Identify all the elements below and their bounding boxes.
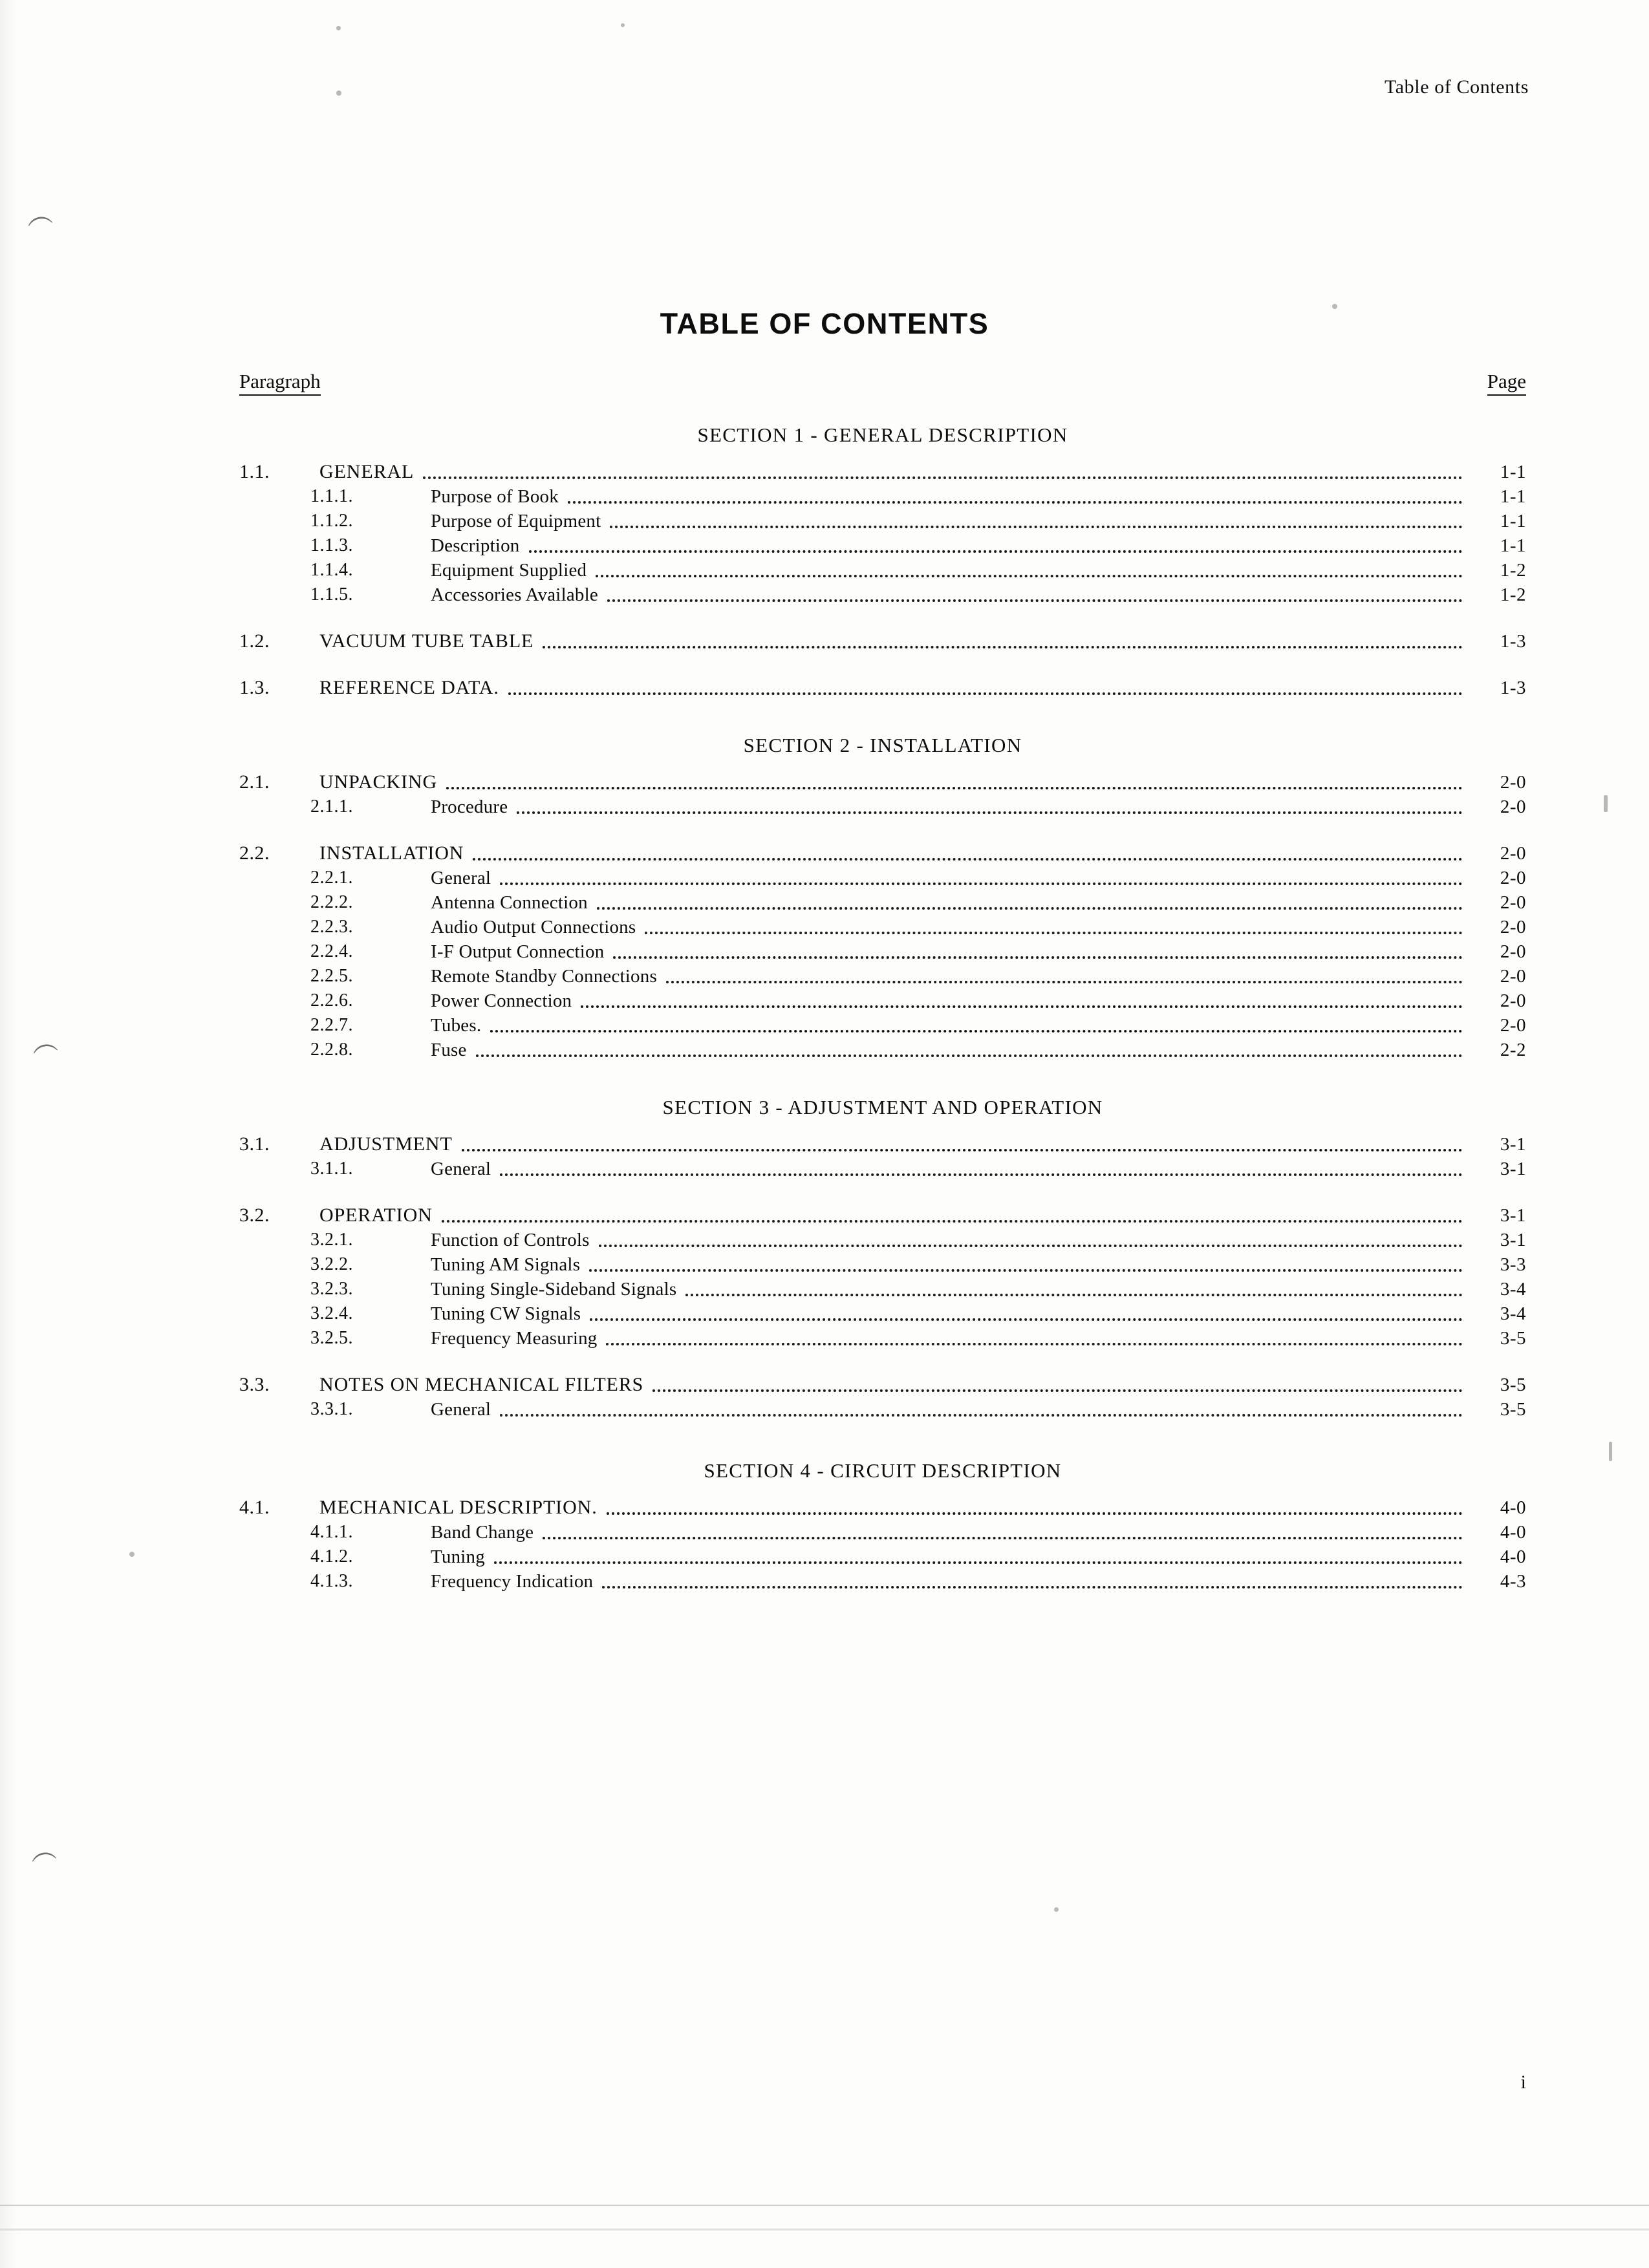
toc-entry[interactable] [239,676,1526,700]
scan-edge-bottom-secondary [0,2229,1649,2231]
toc-entry-number: 1.3. [239,677,270,698]
toc-entry-label: Tuning [431,1546,485,1567]
toc-leader-dots [581,1005,1463,1008]
toc-entry-label: Remote Standby Connections [431,966,657,987]
toc-leader-dots [596,575,1463,577]
toc-entry[interactable] [239,795,1526,819]
toc-entry-number: 2.2.2. [310,892,353,912]
toc-entry-label: VACUUM TUBE TABLE [319,630,534,652]
toc-entry[interactable] [239,1013,1526,1038]
toc-entry-page: 1-3 [1500,631,1526,652]
toc-leader-dots [500,883,1463,885]
toc-entry-page: 4-3 [1500,1571,1526,1592]
toc-entry[interactable] [239,558,1526,583]
toc-entry-page: 2-0 [1500,772,1526,793]
toc-entry-number: 3.2.2. [310,1254,353,1274]
toc-entry-label: Description [431,535,520,556]
toc-entry[interactable] [239,629,1526,654]
toc-leader-dots [473,858,1463,861]
toc-leader-dots [590,1318,1463,1321]
toc-entry-page: 1-2 [1500,584,1526,605]
toc-leader-dots [508,692,1463,695]
toc-entry-label: Antenna Connection [431,892,588,913]
toc-leader-dots [568,501,1463,504]
toc-entry[interactable] [239,1301,1526,1326]
toc-entry[interactable] [239,509,1526,533]
toc-entry[interactable] [239,770,1526,795]
toc-entry-label: Fuse [431,1040,467,1060]
toc-leader-dots [599,1245,1463,1247]
toc-entry-number: 4.1.3. [310,1571,353,1591]
toc-entry-page: 3-3 [1500,1254,1526,1275]
scan-speck [1054,1907,1059,1912]
toc-entry-page: 2-0 [1500,892,1526,913]
toc-entry-page: 4-0 [1500,1522,1526,1543]
toc-entry-page: 4-0 [1500,1546,1526,1567]
toc-leader-dots [645,932,1463,934]
toc-entry-page: 2-0 [1500,797,1526,817]
toc-entry-number: 1.1.1. [310,486,353,506]
toc-entry[interactable] [239,866,1526,890]
toc-entry[interactable] [239,989,1526,1013]
toc-leader-dots [494,1561,1463,1564]
toc-leader-dots [613,956,1463,959]
toc-entry-page: 3-5 [1500,1328,1526,1349]
toc-entry-page: 1-3 [1500,678,1526,698]
toc-entry-number: 2.2.8. [310,1040,353,1060]
toc-entry-label: General [431,868,491,888]
toc-leader-dots [610,526,1463,528]
scan-speck [1609,1442,1612,1461]
toc-entry-label: INSTALLATION [319,842,464,864]
toc-entry-number: 3.1. [239,1133,270,1155]
scan-speck [336,26,341,30]
toc-entry[interactable] [239,460,1526,484]
toc-entry-label: OPERATION [319,1204,433,1226]
toc-entry-label: Tuning CW Signals [431,1303,581,1324]
section-heading: SECTION 4 - CIRCUIT DESCRIPTION [704,1459,1062,1482]
toc-entry-number: 1.1.3. [310,535,353,555]
toc-entry-label: ADJUSTMENT [319,1133,453,1155]
toc-leader-dots [685,1294,1463,1296]
toc-entry[interactable] [239,583,1526,607]
scan-speck [1604,795,1608,812]
toc-entry-number: 1.1.5. [310,584,353,604]
toc-entry-label: Frequency Measuring [431,1328,598,1349]
toc-entry-number: 4.1. [239,1497,270,1518]
toc-entry[interactable] [239,484,1526,509]
column-header-page: Page [1487,370,1526,396]
toc-entry[interactable] [239,890,1526,915]
toc-entry[interactable] [239,1277,1526,1301]
toc-leader-dots [543,1537,1463,1539]
toc-entry-label: GENERAL [319,461,415,482]
section-heading: SECTION 2 - INSTALLATION [743,734,1022,756]
toc-entry-page: 2-0 [1500,843,1526,864]
toc-entry-page: 3-1 [1500,1230,1526,1250]
toc-entry-number: 3.2. [239,1204,270,1226]
toc-leader-dots [517,811,1463,814]
toc-entry-page: 2-0 [1500,917,1526,937]
toc-entry[interactable] [239,533,1526,558]
toc-leader-dots [476,1054,1463,1057]
toc-entry-page: 2-0 [1500,868,1526,888]
toc-entry-number: 2.2.5. [310,966,353,986]
toc-entry[interactable] [239,1157,1526,1181]
toc-entry-page: 2-0 [1500,1015,1526,1036]
toc-entry-label: REFERENCE DATA. [319,677,499,698]
toc-leader-dots [529,550,1463,553]
toc-entry-label: MECHANICAL DESCRIPTION. [319,1497,598,1518]
toc-entry-number: 4.1.1. [310,1522,353,1542]
toc-entry[interactable] [239,915,1526,939]
scan-speck [129,1552,135,1557]
toc-entry-page: 3-4 [1500,1303,1526,1324]
toc-entry[interactable] [239,939,1526,964]
page-folio: i [1520,2071,1526,2093]
toc-leader-dots [446,787,1463,789]
toc-entry-number: 2.1. [239,771,270,793]
scan-artifact-icon: ︵ [29,1025,59,1058]
toc-entry-page: 1-1 [1500,462,1526,482]
toc-entry-label: NOTES ON MECHANICAL FILTERS [319,1374,644,1395]
toc-entry-number: 2.2.1. [310,868,353,888]
toc-entry-label: Function of Controls [431,1230,590,1250]
toc-leader-dots [500,1414,1463,1417]
toc-entry-number: 4.1.2. [310,1546,353,1567]
toc-entry-label: UNPACKING [319,771,438,793]
toc-entry[interactable] [239,1397,1526,1422]
toc-leader-dots [607,1512,1463,1515]
toc-entry-number: 2.2.3. [310,917,353,937]
toc-entry-label: Tubes. [431,1015,482,1036]
toc-entry-page: 1-1 [1500,511,1526,531]
toc-entry-number: 3.2.4. [310,1303,353,1323]
toc-entry-label: Accessories Available [431,584,598,605]
toc-leader-dots [597,907,1463,910]
toc-entry[interactable] [239,1228,1526,1252]
toc-entry-label: Equipment Supplied [431,560,587,581]
toc-entry-number: 2.2.6. [310,990,353,1011]
toc-entry-label: Audio Output Connections [431,917,636,937]
toc-entry-page: 2-0 [1500,941,1526,962]
toc-leader-dots [423,476,1463,479]
toc-leader-dots [500,1173,1463,1176]
toc-leader-dots [652,1389,1463,1392]
toc-entry-label: Purpose of Book [431,486,559,507]
toc-entry-number: 2.2. [239,842,270,864]
section-heading: SECTION 1 - GENERAL DESCRIPTION [697,423,1068,446]
toc-leader-dots [589,1269,1463,1272]
toc-entry-label: Band Change [431,1522,534,1543]
toc-entry[interactable] [239,1203,1526,1228]
toc-entry[interactable] [239,1326,1526,1351]
scan-edge-bottom [0,2205,1649,2206]
toc-entry[interactable] [239,1520,1526,1545]
toc-entry-page: 3-5 [1500,1399,1526,1420]
toc-entry-number: 1.1.4. [310,560,353,580]
toc-entry[interactable] [239,964,1526,989]
toc-leader-dots [543,646,1463,648]
scan-speck [621,23,625,27]
toc-entry-page: 3-5 [1500,1375,1526,1395]
page-title: TABLE OF CONTENTS [660,307,989,340]
toc-entry[interactable] [239,1373,1526,1397]
toc-entry-label: Tuning Single-Sideband Signals [431,1279,677,1300]
toc-entry-page: 1-1 [1500,535,1526,556]
toc-entry-page: 3-1 [1500,1159,1526,1179]
toc-entry-label: Power Connection [431,990,572,1011]
toc-entry-label: General [431,1399,491,1420]
toc-entry-number: 3.2.5. [310,1328,353,1348]
toc-entry-number: 3.1.1. [310,1159,353,1179]
toc-entry[interactable] [239,1495,1526,1520]
toc-entry-number: 2.1.1. [310,797,353,817]
toc-entry[interactable] [239,1545,1526,1569]
scan-artifact-icon: ︵ [28,1834,58,1867]
column-headers [239,370,1526,396]
section-heading: SECTION 3 - ADJUSTMENT AND OPERATION [662,1096,1103,1118]
toc-leader-dots [606,1343,1463,1345]
toc-entry-page: 3-4 [1500,1279,1526,1300]
toc-entry[interactable] [239,841,1526,866]
toc-leader-dots [666,981,1463,983]
toc-entry-label: Purpose of Equipment [431,511,601,531]
toc-entry[interactable] [239,1038,1526,1062]
toc-entry-label: General [431,1159,491,1179]
toc-entry-number: 3.3.1. [310,1399,353,1419]
toc-leader-dots [607,599,1463,602]
toc-leader-dots [602,1586,1463,1589]
toc-entry[interactable] [239,1252,1526,1277]
toc-entry-label: Procedure [431,797,508,817]
toc-entry[interactable] [239,1569,1526,1594]
toc-entry-page: 3-1 [1500,1205,1526,1226]
toc-entry-page: 2-0 [1500,966,1526,987]
toc-entry-page: 1-1 [1500,486,1526,507]
toc-leader-dots [442,1220,1463,1223]
toc-entry-number: 2.2.4. [310,941,353,961]
toc-entry-number: 3.2.3. [310,1279,353,1299]
running-head: Table of Contents [1384,76,1529,98]
toc-entry-page: 3-1 [1500,1134,1526,1155]
table-of-contents-body [239,417,1526,1594]
scan-speck [336,91,341,96]
toc-entry-page: 4-0 [1500,1497,1526,1518]
toc-entry[interactable] [239,1132,1526,1157]
toc-leader-dots [490,1030,1463,1032]
toc-entry-page: 1-2 [1500,560,1526,581]
toc-entry-label: Frequency Indication [431,1571,594,1592]
toc-entry-label: Tuning AM Signals [431,1254,581,1275]
toc-entry-page: 2-0 [1500,990,1526,1011]
scan-artifact-icon: ︵ [24,198,54,231]
toc-entry-number: 2.2.7. [310,1015,353,1035]
toc-leader-dots [462,1149,1463,1151]
toc-entry-number: 3.2.1. [310,1230,353,1250]
toc-entry-number: 3.3. [239,1374,270,1395]
toc-entry-label: I-F Output Connection [431,941,605,962]
toc-entry-number: 1.1.2. [310,511,353,531]
column-header-paragraph: Paragraph [239,370,321,396]
toc-entry-number: 1.1. [239,461,270,482]
toc-entry-number: 1.2. [239,630,270,652]
toc-entry-page: 2-2 [1500,1040,1526,1060]
